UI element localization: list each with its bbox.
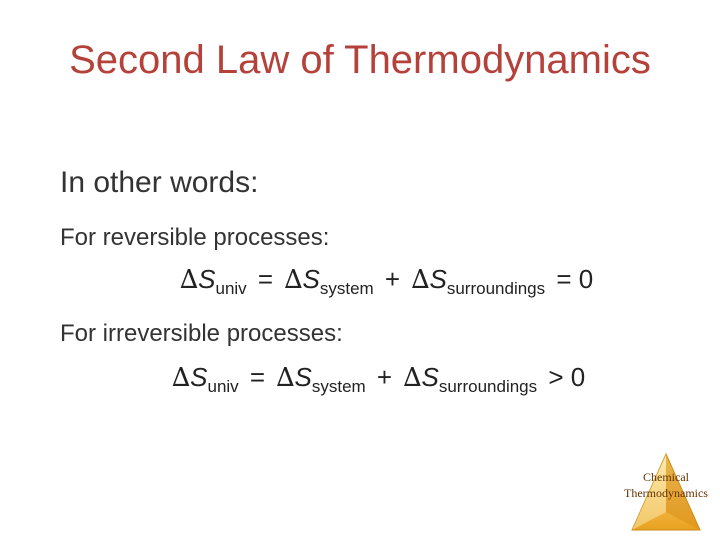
subscript-system: system bbox=[319, 279, 374, 298]
plus-sign: + bbox=[376, 362, 393, 392]
irreversible-label: For irreversible processes: bbox=[60, 320, 343, 347]
footer-line-2: Thermodynamics bbox=[624, 486, 708, 500]
entropy-symbol: S bbox=[429, 264, 447, 294]
entropy-symbol: S bbox=[421, 362, 439, 392]
subscript-surroundings: surroundings bbox=[438, 377, 538, 396]
plus-sign: + bbox=[384, 264, 401, 294]
equals-sign: = bbox=[249, 362, 266, 392]
reversible-label: For reversible processes: bbox=[60, 224, 330, 251]
footer-line-1: Chemical bbox=[643, 470, 689, 484]
delta-symbol: ∆ bbox=[403, 363, 422, 393]
subscript-surroundings: surroundings bbox=[446, 279, 546, 298]
equals-sign: = bbox=[257, 264, 274, 294]
subscript-system: system bbox=[311, 377, 366, 396]
delta-symbol: ∆ bbox=[180, 265, 199, 295]
entropy-symbol: S bbox=[294, 362, 312, 392]
slide-title: Second Law of Thermodynamics bbox=[69, 38, 651, 82]
delta-symbol: ∆ bbox=[276, 363, 295, 393]
delta-symbol: ∆ bbox=[411, 265, 430, 295]
footer-logo bbox=[618, 452, 714, 532]
irreversible-equation bbox=[172, 362, 589, 397]
reversible-equation bbox=[180, 264, 597, 299]
subscript-univ: univ bbox=[207, 377, 239, 396]
subheading: In other words: bbox=[60, 166, 259, 199]
delta-symbol: ∆ bbox=[172, 363, 191, 393]
entropy-symbol: S bbox=[190, 362, 208, 392]
entropy-symbol: S bbox=[198, 264, 216, 294]
entropy-symbol: S bbox=[302, 264, 320, 294]
relation: > 0 bbox=[548, 362, 586, 392]
relation: = 0 bbox=[556, 264, 594, 294]
delta-symbol: ∆ bbox=[284, 265, 303, 295]
subscript-univ: univ bbox=[215, 279, 247, 298]
